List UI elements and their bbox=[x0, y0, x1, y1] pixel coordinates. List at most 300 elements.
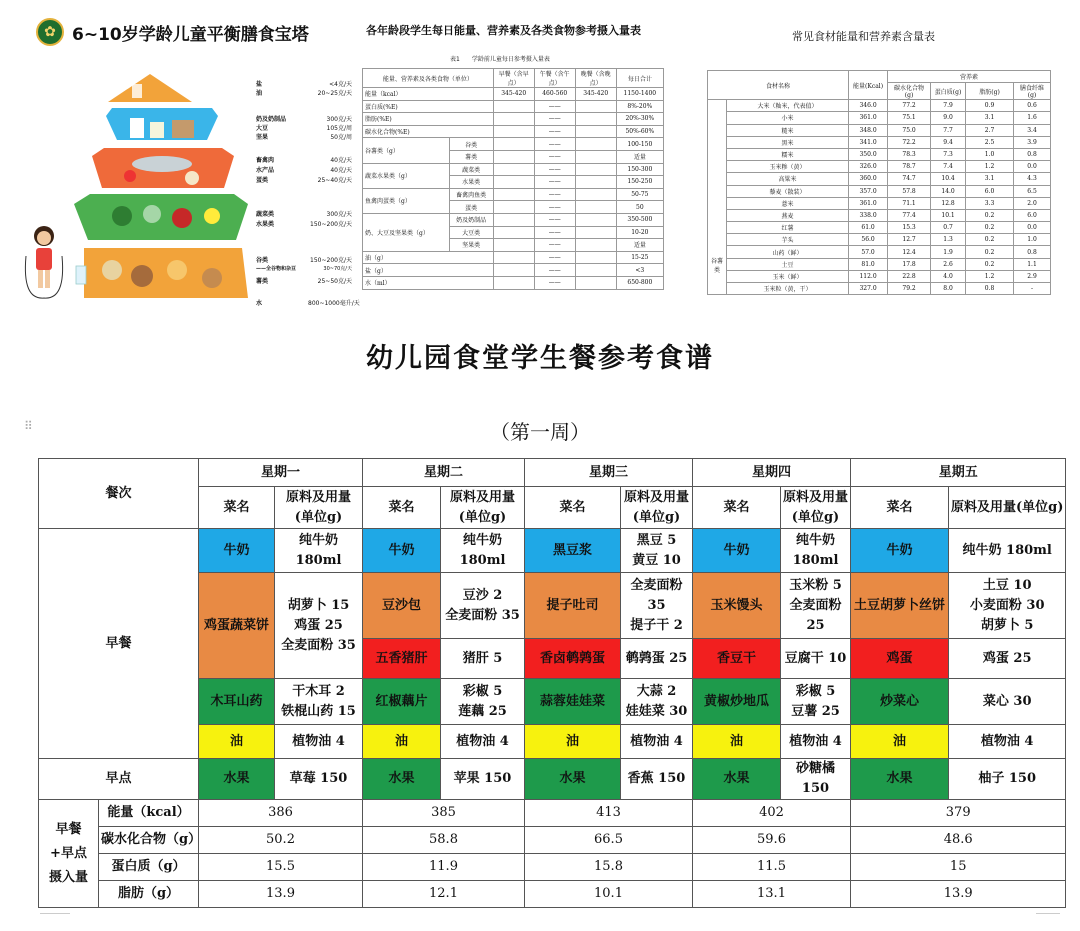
data-cell: 9.4 bbox=[931, 136, 966, 148]
data-cell: 1.2 bbox=[966, 161, 1014, 173]
data-cell: 4.0 bbox=[931, 270, 966, 282]
ingredient-cell: 大蒜 2 娃娃菜 30 bbox=[621, 679, 693, 725]
ingredient-cell: 植物油 4 bbox=[621, 725, 693, 759]
data-cell: 0.8 bbox=[1014, 148, 1051, 160]
data-cell: 50 bbox=[616, 201, 663, 214]
summary-value: 402 bbox=[693, 800, 851, 827]
table-row bbox=[708, 136, 1051, 148]
dish-header: 菜名 bbox=[693, 487, 781, 529]
legend-row: 薯类 25~50克/天 bbox=[256, 278, 352, 285]
food-table-title: 常见食材能量和营养素含量表 bbox=[792, 30, 935, 43]
data-cell: 150-250 bbox=[616, 176, 663, 189]
food-name: 薏米 bbox=[727, 197, 849, 209]
ingredient-cell: 纯牛奶 180ml bbox=[441, 529, 525, 573]
data-cell: 74.7 bbox=[888, 173, 931, 185]
summary-value: 386 bbox=[199, 800, 363, 827]
ingredient-header: 原料及用量(单位g) bbox=[441, 487, 525, 529]
data-cell: —— bbox=[534, 100, 575, 113]
nutrition-table-caption: 表1 学龄前儿童每日参考摄入量表 bbox=[450, 56, 550, 63]
data-cell bbox=[493, 251, 534, 264]
data-cell: —— bbox=[534, 264, 575, 277]
data-cell bbox=[575, 276, 616, 289]
data-cell: 1.0 bbox=[1014, 234, 1051, 246]
food-name: 燕麦 bbox=[727, 209, 849, 221]
data-cell: 7.7 bbox=[931, 124, 966, 136]
summary-value: 58.8 bbox=[363, 827, 525, 854]
data-cell: 0.2 bbox=[966, 258, 1014, 270]
table-row bbox=[363, 213, 664, 226]
header-cell: 膳食纤维(g) bbox=[1014, 83, 1051, 100]
table-row bbox=[708, 161, 1051, 173]
data-cell: 15-25 bbox=[616, 251, 663, 264]
data-cell: 7.4 bbox=[931, 161, 966, 173]
header-cell: 每日合计 bbox=[616, 69, 663, 88]
data-cell: 75.1 bbox=[888, 112, 931, 124]
row-label: 盐（g） bbox=[363, 264, 494, 277]
data-cell: —— bbox=[534, 276, 575, 289]
header-cell: 营养素 bbox=[888, 71, 1051, 83]
dish-name: 玉米馒头 bbox=[693, 573, 781, 639]
summary-value: 15.8 bbox=[525, 854, 693, 881]
data-cell: 17.8 bbox=[888, 258, 931, 270]
table-row bbox=[363, 138, 664, 151]
meal-header: 餐次 bbox=[39, 459, 199, 529]
menu-title: 幼儿园食堂学生餐参考食谱 bbox=[366, 343, 714, 374]
summary-value: 11.5 bbox=[693, 854, 851, 881]
summary-value: 385 bbox=[363, 800, 525, 827]
food-name: 小米 bbox=[727, 112, 849, 124]
table-row bbox=[708, 100, 1051, 112]
table-row bbox=[708, 270, 1051, 282]
dish-name: 水果 bbox=[363, 759, 441, 800]
header-cell: 午餐（含午点） bbox=[534, 69, 575, 88]
data-cell: 2.0 bbox=[1014, 197, 1051, 209]
data-cell bbox=[493, 176, 534, 189]
legend-row: 水产品 40克/天 bbox=[256, 167, 352, 174]
ingredient-cell: 纯牛奶 180ml bbox=[275, 529, 363, 573]
data-cell: 327.0 bbox=[849, 283, 888, 295]
data-cell bbox=[575, 163, 616, 176]
food-table bbox=[707, 70, 1051, 295]
data-cell: 适量 bbox=[616, 150, 663, 163]
data-cell bbox=[493, 138, 534, 151]
data-cell: - bbox=[1014, 283, 1051, 295]
data-cell: 56.0 bbox=[849, 234, 888, 246]
food-name: 土豆 bbox=[727, 258, 849, 270]
dish-name: 五香猪肝 bbox=[363, 639, 441, 679]
ingredient-cell: 干木耳 2 铁棍山药 15 bbox=[275, 679, 363, 725]
summary-value: 413 bbox=[525, 800, 693, 827]
data-cell bbox=[493, 163, 534, 176]
day-header: 星期一 bbox=[199, 459, 363, 487]
data-cell: —— bbox=[534, 176, 575, 189]
data-cell: 61.0 bbox=[849, 222, 888, 234]
data-cell: 适量 bbox=[616, 239, 663, 252]
table-row bbox=[708, 173, 1051, 185]
row-label: 蛋白质(%E) bbox=[363, 100, 494, 113]
data-cell: 1.2 bbox=[966, 270, 1014, 282]
table-row bbox=[708, 209, 1051, 221]
data-cell bbox=[493, 226, 534, 239]
legend-row: 蔬菜类 300克/天 bbox=[256, 211, 352, 218]
data-cell bbox=[493, 201, 534, 214]
ingredient-cell: 柚子 150 bbox=[949, 759, 1066, 800]
row-label: 谷薯类（g） bbox=[363, 138, 450, 163]
divider bbox=[40, 913, 70, 914]
dish-name: 牛奶 bbox=[363, 529, 441, 573]
summary-value: 12.1 bbox=[363, 881, 525, 908]
data-cell bbox=[575, 264, 616, 277]
data-cell: 350-500 bbox=[616, 213, 663, 226]
data-cell: 3.3 bbox=[966, 197, 1014, 209]
header-cell: 能量(Kcal) bbox=[849, 71, 888, 100]
data-cell: 0.9 bbox=[966, 100, 1014, 112]
dish-name: 香卤鹌鹑蛋 bbox=[525, 639, 621, 679]
data-cell: —— bbox=[534, 138, 575, 151]
data-cell: 0.2 bbox=[966, 234, 1014, 246]
ingredient-cell: 植物油 4 bbox=[781, 725, 851, 759]
table-row bbox=[363, 88, 664, 101]
data-cell: 10-20 bbox=[616, 226, 663, 239]
data-cell: 14.0 bbox=[931, 185, 966, 197]
data-cell: 338.0 bbox=[849, 209, 888, 221]
food-name: 玉米（鲜） bbox=[727, 270, 849, 282]
dish-name: 黄椒炒地瓜 bbox=[693, 679, 781, 725]
ingredient-cell: 植物油 4 bbox=[441, 725, 525, 759]
logo-icon: ✿ bbox=[36, 18, 64, 46]
legend-row: 大豆 105克/周 bbox=[256, 125, 352, 132]
data-cell: 357.0 bbox=[849, 185, 888, 197]
table-row bbox=[708, 197, 1051, 209]
header-cell: 早餐（含早点） bbox=[493, 69, 534, 88]
dish-name: 水果 bbox=[693, 759, 781, 800]
dish-header: 菜名 bbox=[363, 487, 441, 529]
breakfast-label: 早餐 bbox=[39, 529, 199, 759]
ingredient-cell: 彩椒 5 豆薯 25 bbox=[781, 679, 851, 725]
summary-value: 15 bbox=[851, 854, 1066, 881]
data-cell bbox=[575, 239, 616, 252]
data-cell: 361.0 bbox=[849, 197, 888, 209]
data-cell: 361.0 bbox=[849, 112, 888, 124]
dish-name: 牛奶 bbox=[199, 529, 275, 573]
row-sublabel: 水果类 bbox=[449, 176, 493, 189]
legend-row: 油 20~25克/天 bbox=[256, 90, 352, 97]
data-cell bbox=[493, 264, 534, 277]
row-sublabel: 奶及奶制品 bbox=[449, 213, 493, 226]
ingredient-header: 原料及用量(单位g) bbox=[949, 487, 1066, 529]
drag-handle-icon[interactable]: ⠿ bbox=[24, 419, 33, 433]
data-cell: 350.0 bbox=[849, 148, 888, 160]
data-cell: <3 bbox=[616, 264, 663, 277]
header-cell: 能量、营养素及各类食物（单位） bbox=[363, 69, 494, 88]
summary-value: 50.2 bbox=[199, 827, 363, 854]
data-cell bbox=[493, 150, 534, 163]
summary-value: 11.9 bbox=[363, 854, 525, 881]
summary-value: 66.5 bbox=[525, 827, 693, 854]
divider bbox=[1036, 913, 1060, 914]
data-cell: 75.0 bbox=[888, 124, 931, 136]
data-cell: 3.4 bbox=[1014, 124, 1051, 136]
food-name: 大米（籼米，代表值） bbox=[727, 100, 849, 112]
row-label: 能量（kcal） bbox=[363, 88, 494, 101]
table-row bbox=[363, 163, 664, 176]
data-cell: 77.4 bbox=[888, 209, 931, 221]
summary-row bbox=[39, 854, 1066, 881]
data-cell: 1.1 bbox=[1014, 258, 1051, 270]
row-label: 油（g） bbox=[363, 251, 494, 264]
legend-row: 谷类 150~200克/天 bbox=[256, 257, 352, 264]
data-cell: 2.7 bbox=[966, 124, 1014, 136]
data-cell bbox=[493, 213, 534, 226]
ingredient-cell: 猪肝 5 bbox=[441, 639, 525, 679]
row-label: 碳水化合物(%E) bbox=[363, 125, 494, 138]
breakfast-row bbox=[39, 529, 1066, 573]
data-cell bbox=[575, 226, 616, 239]
ingredient-header: 原料及用量(单位g) bbox=[275, 487, 363, 529]
menu-table bbox=[38, 458, 1066, 908]
row-label: 水（ml） bbox=[363, 276, 494, 289]
ingredient-cell: 全麦面粉 35 提子干 2 bbox=[621, 573, 693, 639]
day-header: 星期五 bbox=[851, 459, 1066, 487]
table-row bbox=[708, 222, 1051, 234]
food-name: 芋头 bbox=[727, 234, 849, 246]
data-cell bbox=[575, 188, 616, 201]
row-sublabel: 蛋类 bbox=[449, 201, 493, 214]
ingredient-cell: 植物油 4 bbox=[275, 725, 363, 759]
data-cell: 345-420 bbox=[493, 88, 534, 101]
legend-row: 盐 <4克/天 bbox=[256, 81, 352, 88]
ingredient-cell: 彩椒 5 莲藕 25 bbox=[441, 679, 525, 725]
day-header: 星期二 bbox=[363, 459, 525, 487]
data-cell: 0.2 bbox=[966, 222, 1014, 234]
data-cell bbox=[493, 239, 534, 252]
data-cell: 72.2 bbox=[888, 136, 931, 148]
summary-value: 59.6 bbox=[693, 827, 851, 854]
day-header: 星期四 bbox=[693, 459, 851, 487]
week-label: （第一周） bbox=[490, 420, 590, 444]
table-row bbox=[708, 112, 1051, 124]
data-cell: 81.0 bbox=[849, 258, 888, 270]
ingredient-cell: 植物油 4 bbox=[949, 725, 1066, 759]
data-cell: 4.3 bbox=[1014, 173, 1051, 185]
dish-name: 提子吐司 bbox=[525, 573, 621, 639]
legend-row: 奶及奶制品 300克/天 bbox=[256, 116, 352, 123]
data-cell: 71.1 bbox=[888, 197, 931, 209]
data-cell: 10.4 bbox=[931, 173, 966, 185]
header-cell: 食材名称 bbox=[708, 71, 849, 100]
ingredient-cell: 鹌鹑蛋 25 bbox=[621, 639, 693, 679]
ingredient-cell: 纯牛奶 180ml bbox=[949, 529, 1066, 573]
category-cell: 谷薯类 bbox=[708, 100, 727, 295]
data-cell: 0.2 bbox=[966, 209, 1014, 221]
legend-row: 畜禽肉 40克/天 bbox=[256, 157, 352, 164]
ingredient-cell: 苹果 150 bbox=[441, 759, 525, 800]
data-cell bbox=[493, 188, 534, 201]
data-cell bbox=[575, 125, 616, 138]
data-cell bbox=[575, 100, 616, 113]
data-cell: 0.0 bbox=[1014, 161, 1051, 173]
data-cell: —— bbox=[534, 213, 575, 226]
data-cell: 78.7 bbox=[888, 161, 931, 173]
data-cell: 22.8 bbox=[888, 270, 931, 282]
data-cell: 460-560 bbox=[534, 88, 575, 101]
data-cell: 326.0 bbox=[849, 161, 888, 173]
food-pyramid-graphic bbox=[12, 60, 252, 305]
dish-name: 油 bbox=[363, 725, 441, 759]
row-sublabel: 畜禽肉鱼类 bbox=[449, 188, 493, 201]
dish-name: 鸡蛋蔬菜饼 bbox=[199, 573, 275, 679]
data-cell: 8.0 bbox=[931, 283, 966, 295]
data-cell: 2.9 bbox=[1014, 270, 1051, 282]
ingredient-cell: 砂糖橘 150 bbox=[781, 759, 851, 800]
summary-value: 379 bbox=[851, 800, 1066, 827]
legend-row: 蛋类 25~40克/天 bbox=[256, 177, 352, 184]
food-name: 山药（鲜） bbox=[727, 246, 849, 258]
summary-value: 15.5 bbox=[199, 854, 363, 881]
food-name: 糯米 bbox=[727, 148, 849, 160]
data-cell: —— bbox=[534, 201, 575, 214]
summary-row bbox=[39, 800, 1066, 827]
table-row bbox=[363, 125, 664, 138]
data-cell: —— bbox=[534, 125, 575, 138]
dish-name: 鸡蛋 bbox=[851, 639, 949, 679]
ingredient-cell: 纯牛奶 180ml bbox=[781, 529, 851, 573]
data-cell: —— bbox=[534, 150, 575, 163]
data-cell: 0.7 bbox=[931, 222, 966, 234]
data-cell: 12.4 bbox=[888, 246, 931, 258]
data-cell bbox=[575, 251, 616, 264]
data-cell: 3.9 bbox=[1014, 136, 1051, 148]
row-sublabel: 薯类 bbox=[449, 150, 493, 163]
data-cell: 79.2 bbox=[888, 283, 931, 295]
dish-name: 炒菜心 bbox=[851, 679, 949, 725]
ingredient-cell: 豆沙 2 全麦面粉 35 bbox=[441, 573, 525, 639]
nutrition-table-title: 各年龄段学生每日能量、营养素及各类食物参考摄入量表 bbox=[366, 24, 641, 37]
table-row bbox=[708, 124, 1051, 136]
table-row bbox=[708, 246, 1051, 258]
row-label: 奶、大豆及坚果类（g） bbox=[363, 213, 450, 251]
table-row bbox=[363, 251, 664, 264]
data-cell: 78.3 bbox=[888, 148, 931, 160]
data-cell: 50%-60% bbox=[616, 125, 663, 138]
data-cell: 57.8 bbox=[888, 185, 931, 197]
data-cell: 20%-30% bbox=[616, 113, 663, 126]
day-header: 星期三 bbox=[525, 459, 693, 487]
dish-name: 木耳山药 bbox=[199, 679, 275, 725]
dish-header: 菜名 bbox=[851, 487, 949, 529]
table-row bbox=[708, 148, 1051, 160]
ingredient-cell: 豆腐干 10 bbox=[781, 639, 851, 679]
data-cell bbox=[493, 113, 534, 126]
nutrient-label: 能量（kcal） bbox=[99, 800, 199, 827]
dish-header: 菜名 bbox=[199, 487, 275, 529]
table-row bbox=[363, 276, 664, 289]
table-row bbox=[363, 100, 664, 113]
data-cell: 6.0 bbox=[1014, 209, 1051, 221]
data-cell: 8%-20% bbox=[616, 100, 663, 113]
dish-name: 蒜蓉娃娃菜 bbox=[525, 679, 621, 725]
ingredient-cell: 黑豆 5 黄豆 10 bbox=[621, 529, 693, 573]
data-cell: 6.5 bbox=[1014, 185, 1051, 197]
data-cell: 348.0 bbox=[849, 124, 888, 136]
dish-name: 油 bbox=[693, 725, 781, 759]
data-cell: —— bbox=[534, 113, 575, 126]
nutrition-table bbox=[362, 68, 664, 290]
data-cell: 100-150 bbox=[616, 138, 663, 151]
dish-header: 菜名 bbox=[525, 487, 621, 529]
dish-name: 香豆干 bbox=[693, 639, 781, 679]
row-sublabel: 坚果类 bbox=[449, 239, 493, 252]
data-cell bbox=[575, 113, 616, 126]
dish-name: 水果 bbox=[851, 759, 949, 800]
data-cell: 650-800 bbox=[616, 276, 663, 289]
data-cell: 1.9 bbox=[931, 246, 966, 258]
data-cell: 2.6 bbox=[931, 258, 966, 270]
legend-row: 坚果 50克/周 bbox=[256, 134, 352, 141]
header-cell: 蛋白质(g) bbox=[931, 83, 966, 100]
nutrient-label: 蛋白质（g） bbox=[99, 854, 199, 881]
data-cell: 12.7 bbox=[888, 234, 931, 246]
row-label: 鱼禽肉蛋类（g） bbox=[363, 188, 450, 213]
table-row bbox=[708, 283, 1051, 295]
data-cell: 112.0 bbox=[849, 270, 888, 282]
table-row bbox=[708, 234, 1051, 246]
data-cell: —— bbox=[534, 251, 575, 264]
data-cell bbox=[575, 213, 616, 226]
row-sublabel: 谷类 bbox=[449, 138, 493, 151]
data-cell: 0.8 bbox=[966, 283, 1014, 295]
header-cell: 晚餐（含晚点） bbox=[575, 69, 616, 88]
data-cell bbox=[575, 176, 616, 189]
data-cell: 15.3 bbox=[888, 222, 931, 234]
summary-value: 13.1 bbox=[693, 881, 851, 908]
ingredient-cell: 草莓 150 bbox=[275, 759, 363, 800]
data-cell: 150-300 bbox=[616, 163, 663, 176]
data-cell: 50-75 bbox=[616, 188, 663, 201]
data-cell: 1.6 bbox=[1014, 112, 1051, 124]
ingredient-header: 原料及用量(单位g) bbox=[781, 487, 851, 529]
row-sublabel: 蔬菜类 bbox=[449, 163, 493, 176]
dish-name: 豆沙包 bbox=[363, 573, 441, 639]
data-cell bbox=[493, 276, 534, 289]
summary-row bbox=[39, 881, 1066, 908]
data-cell: —— bbox=[534, 163, 575, 176]
data-cell: —— bbox=[534, 188, 575, 201]
dish-name: 黑豆浆 bbox=[525, 529, 621, 573]
header-cell: 脂肪(g) bbox=[966, 83, 1014, 100]
data-cell: —— bbox=[534, 239, 575, 252]
row-label: 脂肪(%E) bbox=[363, 113, 494, 126]
data-cell: 7.3 bbox=[931, 148, 966, 160]
food-name: 玉米粒（黄，干） bbox=[727, 283, 849, 295]
ingredient-cell: 鸡蛋 25 bbox=[949, 639, 1066, 679]
row-sublabel: 大豆类 bbox=[449, 226, 493, 239]
data-cell: 2.5 bbox=[966, 136, 1014, 148]
table-row bbox=[708, 185, 1051, 197]
row-label: 蔬菜水果类（g） bbox=[363, 163, 450, 188]
data-cell: 9.0 bbox=[931, 112, 966, 124]
data-cell: 6.0 bbox=[966, 185, 1014, 197]
data-cell bbox=[575, 201, 616, 214]
data-cell: 1.0 bbox=[966, 148, 1014, 160]
pyramid-title: 6~10岁学龄儿童平衡膳食宝塔 bbox=[72, 25, 309, 45]
data-cell: 57.0 bbox=[849, 246, 888, 258]
data-cell: 1.3 bbox=[931, 234, 966, 246]
data-cell: 3.1 bbox=[966, 173, 1014, 185]
data-cell: 341.0 bbox=[849, 136, 888, 148]
food-name: 糙米 bbox=[727, 124, 849, 136]
summary-value: 13.9 bbox=[851, 881, 1066, 908]
